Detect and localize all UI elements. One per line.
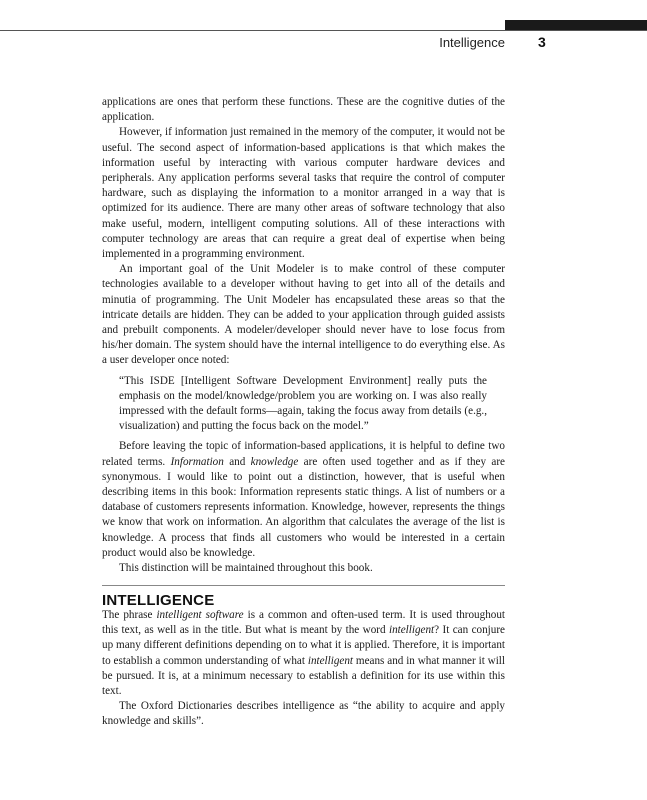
section-paragraph-2: The Oxford Dictionaries describes intelligence as “the ability to acquire and apply knowledge and skills”.	[102, 700, 505, 728]
term-intelligent: intelligent	[388, 624, 435, 637]
term-intelligent-software: intelligent software	[156, 609, 244, 621]
p4-text-b: and	[223, 455, 251, 468]
s1-text-d: means and in what manner it will be pursued. It is, at a minimum necessary to establish a definition for its use within this text.	[102, 654, 506, 698]
header-rule	[0, 30, 647, 31]
s1-text-a: The phrase	[102, 609, 157, 621]
s1-text-c: ? It can conjure up many different definitions depending on to what it is applied. Therefore, it is important to establish a common understanding of what	[102, 624, 505, 667]
paragraph-5: This distinction will be maintained throughout this book.	[119, 562, 373, 575]
block-quote	[119, 374, 487, 435]
running-head: Intelligence	[439, 35, 505, 50]
term-knowledge: knowledge	[250, 455, 299, 468]
paragraph-3: An important goal of the Unit Modeler is to make control of these computer technologies available to a developer without having to get into all of the details and minutia of programming. The Unit Modeler has encapsulated these areas so that the intricate details are hidden. They can be added to your application through guided assists and prebuilt components. A modeler/developer should never have to lose focus from his/her domain. The system should have the internal intelligence to do everything else. As a user developer once noted:	[102, 263, 505, 367]
section-body	[102, 608, 505, 730]
p4-text-a: Before leaving the topic of information-based applications, it is helpful to define two related terms.	[102, 440, 505, 468]
paragraph-2: However, if information just remained in the memory of the computer, it would not be useful. The second aspect of information-based applications is that which makes the information useful by interacting with various computer hardware devices and peripherals. Any application performs several tasks that require the control of computer hardware, such as displaying the information to a monitor arranged in a way that is optimized for its audience. There are many other areas of software technology that also make useful, modern, intelligent computing solutions. All of these interactions with computer technology are areas that can require a great deal of expertise when being implemented in a programming environment.	[102, 126, 505, 261]
term-intelligent-2: intelligent	[307, 654, 354, 667]
quote-text: “This ISDE [Intelligent Software Development Environment] really puts the emphasis on the model/knowledge/problem you are working on. I was also really impressed with the default forms—again, taking the focus away from details (e.g., visualization) and putting the focus back on the model.”	[119, 374, 487, 433]
section-rule	[102, 585, 505, 586]
term-information: Information	[170, 455, 224, 468]
section-heading: INTELLIGENCE	[102, 592, 215, 609]
paragraph-4	[102, 439, 505, 561]
s1-text-b: is a common and often-used term. It is used throughout this text, as well as in the title. But what is meant by the word	[102, 609, 505, 637]
p4-text-c: are often used together and as if they are synonymous. I would like to point out a distinction, however, that is useful when describing items in this book: Information represents static things. A list of numbers or a database of customers represents information. Knowledge, however, represents the things we know that work on information. An algorithm that calculates the average of the list is knowledge. A process that finds all customers who would be interested in a certain product would also be knowledge.	[102, 455, 505, 559]
section-paragraph-1	[102, 608, 505, 699]
paragraph-1: applications are ones that perform these functions. These are the cognitive duties of the application.	[102, 96, 505, 124]
body-text	[102, 95, 505, 576]
page-number: 3	[538, 34, 546, 50]
